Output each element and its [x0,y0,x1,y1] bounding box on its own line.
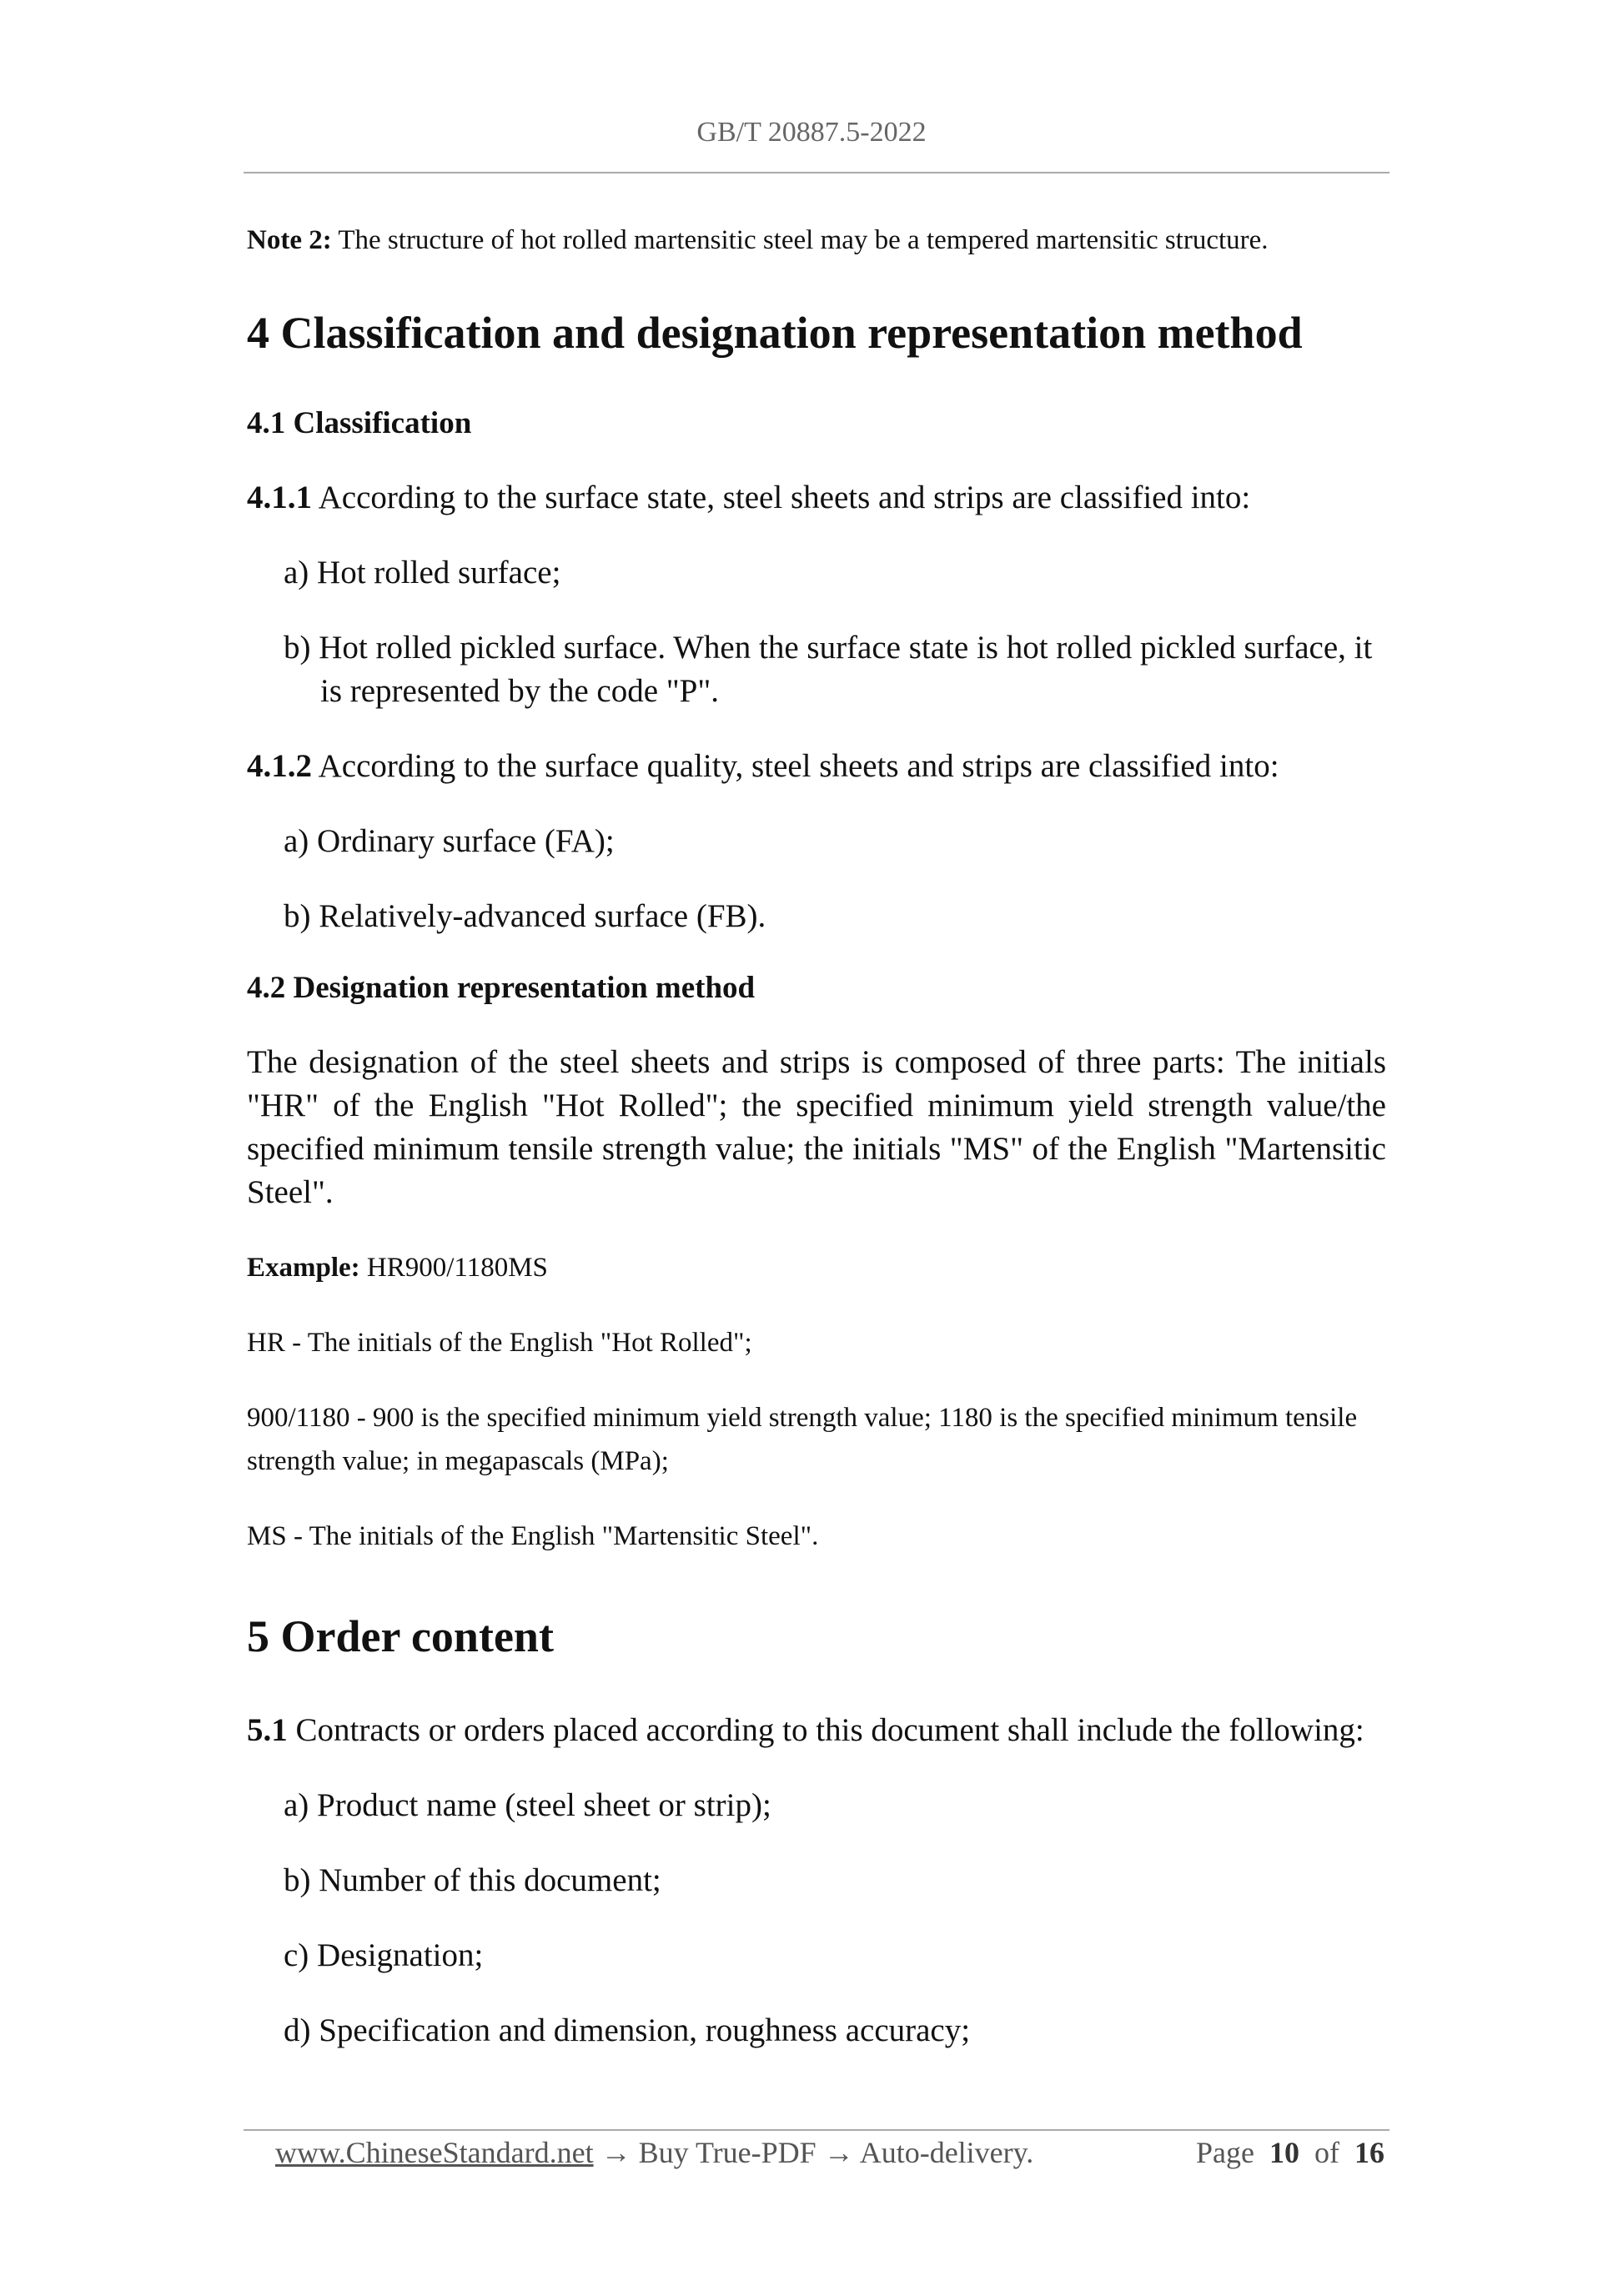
clause-number: 4.1.2 [247,747,312,784]
document-header [0,117,1623,148]
of-label: of [1314,2136,1339,2169]
example-label: Example: [247,1252,360,1283]
list-item: b) Number of this document; [284,1861,661,1898]
example-value: HR900/1180MS [359,1252,548,1283]
example-line: 900/1180 - 900 is the specified minimum yield strength value; 1180 is the specified minimum tensile strength value; in megapascals (MPa); [247,1402,1358,1476]
clause-text: According to the surface quality, steel sheets and strips are classified into: [312,747,1279,784]
section-4-title: 4 Classification and designation representation method [247,308,1303,358]
delivery-text: Auto-delivery. [853,2136,1034,2169]
note-2 [247,225,1386,256]
designation-paragraph: The designation of the steel sheets and strips is composed of three parts: The initials "HR" of the English "Hot Rolled"; the specified minimum yield strength value/the specified minimum tensile strength value; the initials "MS" of the English "Martensitic Steel". [247,1043,1386,1210]
arrow-right-icon: → [600,2136,631,2169]
list-item: a) Product name (steel sheet or strip); [284,1786,771,1823]
site-link[interactable]: www.ChineseStandard.net [275,2136,594,2169]
list-item: b) Hot rolled pickled surface. When the surface state is hot rolled pickled surface, it is represented by the code "P". [284,629,1373,709]
clause-text: According to the surface state, steel sheets and strips are classified into: [312,479,1251,515]
clause-4-1-2 [247,745,1386,788]
clause-4-1-1 [247,476,1386,520]
list-item: b) Relatively-advanced surface (FB). [284,897,766,934]
note-label: Note 2: [247,225,332,255]
note-text: The structure of hot rolled martensitic steel may be a tempered martensitic structure. [331,225,1269,255]
list-item: d) Specification and dimension, roughness accuracy; [284,2012,971,2048]
list-item: c) Designation; [284,1937,484,1973]
clause-number: 4.1.1 [247,479,312,515]
example-line: MS - The initials of the English "Martensitic Steel". [247,1520,819,1551]
clause-text: Contracts or orders placed according to this document shall include the following: [287,1711,1364,1748]
list-item: a) Hot rolled surface; [284,554,561,590]
example [247,1246,1386,1289]
total-pages: 16 [1354,2136,1384,2169]
arrow-right-icon: → [823,2136,854,2169]
page-label: Page [1196,2136,1254,2169]
list-item: a) Ordinary surface (FA); [284,822,615,859]
page-content [247,225,1386,2084]
section-4-2-title: 4.2 Designation representation method [247,970,756,1005]
example-line: HR - The initials of the English "Hot Rolled"; [247,1327,752,1358]
section-5-title: 5 Order content [247,1610,554,1661]
buy-text: Buy True-PDF [631,2136,824,2169]
clause-number: 5.1 [247,1711,288,1748]
section-4-1-title: 4.1 Classification [247,405,472,440]
page-indicator [1196,2135,1384,2170]
footer-promo [275,2135,1033,2170]
clause-5-1 [247,1709,1386,1752]
doc-number: GB/T 20887.5-2022 [696,117,927,148]
header-divider [244,172,1389,173]
current-page: 10 [1269,2136,1299,2169]
footer-divider [244,2129,1389,2131]
